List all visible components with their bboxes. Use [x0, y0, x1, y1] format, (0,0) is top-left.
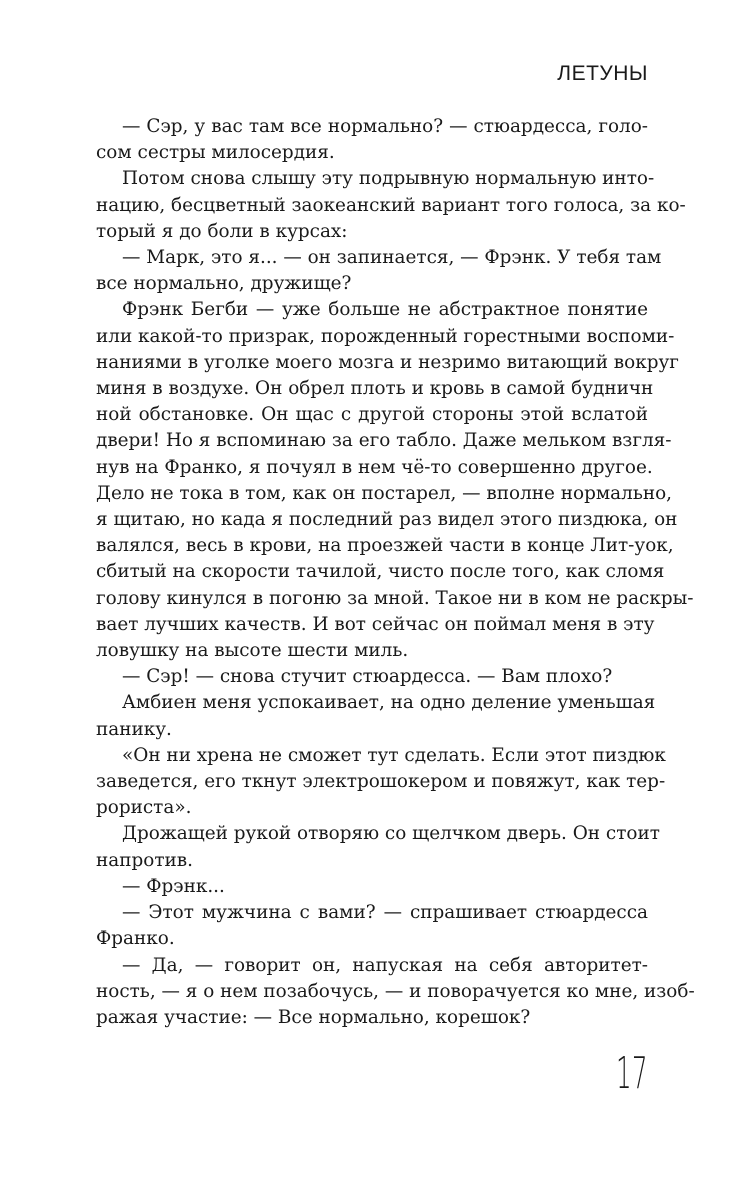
text-line: ность, — я о нем позабочусь, — и поворачуется ко мне, изоб-: [96, 980, 695, 1002]
text-line: Дело не тока в том, как он постарел, — вполне нормально,: [96, 482, 673, 504]
text-line: Дрожащей рукой отворяю со щелчком дверь. Он стоит: [122, 823, 660, 845]
running-head: ЛЕТУНЫ: [557, 62, 648, 85]
text-line: двери! Но я вспоминаю за его табло. Даже мельком взгля-: [96, 430, 672, 452]
text-line: нув на Франко, я почуял в нем чё-то совершенно другое.: [96, 456, 653, 478]
text-line: ловушку на высоте шести миль.: [96, 640, 409, 662]
text-line: нацию, бесцветный заокеанский вариант того голоса, за ко-: [96, 194, 686, 216]
text-line: или какой-то призрак, порожденный горестными воспоми-: [96, 325, 675, 347]
text-line: — Сэр! — снова стучит стюардесса. — Вам плохо?: [122, 666, 613, 688]
text-line: — Да, — говорит он, напуская на себя авторитет-: [122, 954, 648, 976]
text-line: «Он ни хрена не сможет тут сделать. Если этот пиздюк: [122, 744, 666, 766]
text-line: все нормально, дружище?: [96, 273, 352, 295]
text-line: я щитаю, но када я последний раз видел этого пиздюка, он: [96, 509, 678, 531]
text-line: голову кинулся в погоню за мной. Такое ни в ком не раскры-: [96, 587, 694, 609]
text-line: — Этот мужчина с вами? — спрашивает стюардесса: [122, 902, 648, 924]
text-line: вает лучших качеств. И вот сейчас он поймал меня в эту: [96, 613, 655, 635]
text-line: Франко.: [96, 928, 175, 950]
text-line: миня в воздухе. Он обрел плоть и кровь в самой будничн: [96, 378, 654, 400]
text-line: Потом снова слышу эту подрывную нормальную инто-: [122, 168, 655, 190]
text-line: напротив.: [96, 849, 193, 871]
text-line: рориста».: [96, 797, 192, 819]
body-text: [96, 114, 695, 1031]
text-line: ной обстановке. Он щас с другой стороны этой вслатой: [96, 404, 648, 426]
text-line: сбитый на скорости тачилой, чисто после того, как сломя: [96, 561, 665, 583]
text-line: сом сестры милосердия.: [96, 142, 335, 164]
text-line: ражая участие: — Все нормально, корешок?: [96, 1006, 531, 1028]
text-line: панику.: [96, 718, 172, 740]
text-line: торый я до боли в курсах:: [96, 220, 348, 242]
text-line: заведется, его ткнут электрошокером и повяжут, как тер-: [96, 771, 666, 793]
text-line: — Фрэнк...: [122, 875, 225, 897]
text-line: Амбиен меня успокаивает, на одно деление уменьшая: [122, 692, 656, 714]
text-line: Фрэнк Бегби — уже больше не абстрактное понятие: [122, 299, 648, 321]
text-line: наниями в уголке моего мозга и незримо витающий вокруг: [96, 351, 679, 373]
page-number: 17: [616, 1048, 648, 1099]
text-line: — Марк, это я... — он запинается, — Фрэнк. У тебя там: [122, 247, 662, 269]
text-line: — Сэр, у вас там все нормально? — стюардесса, голо-: [122, 116, 648, 137]
text-line: валялся, весь в крови, на проезжей части в конце Лит-уок,: [96, 535, 674, 557]
